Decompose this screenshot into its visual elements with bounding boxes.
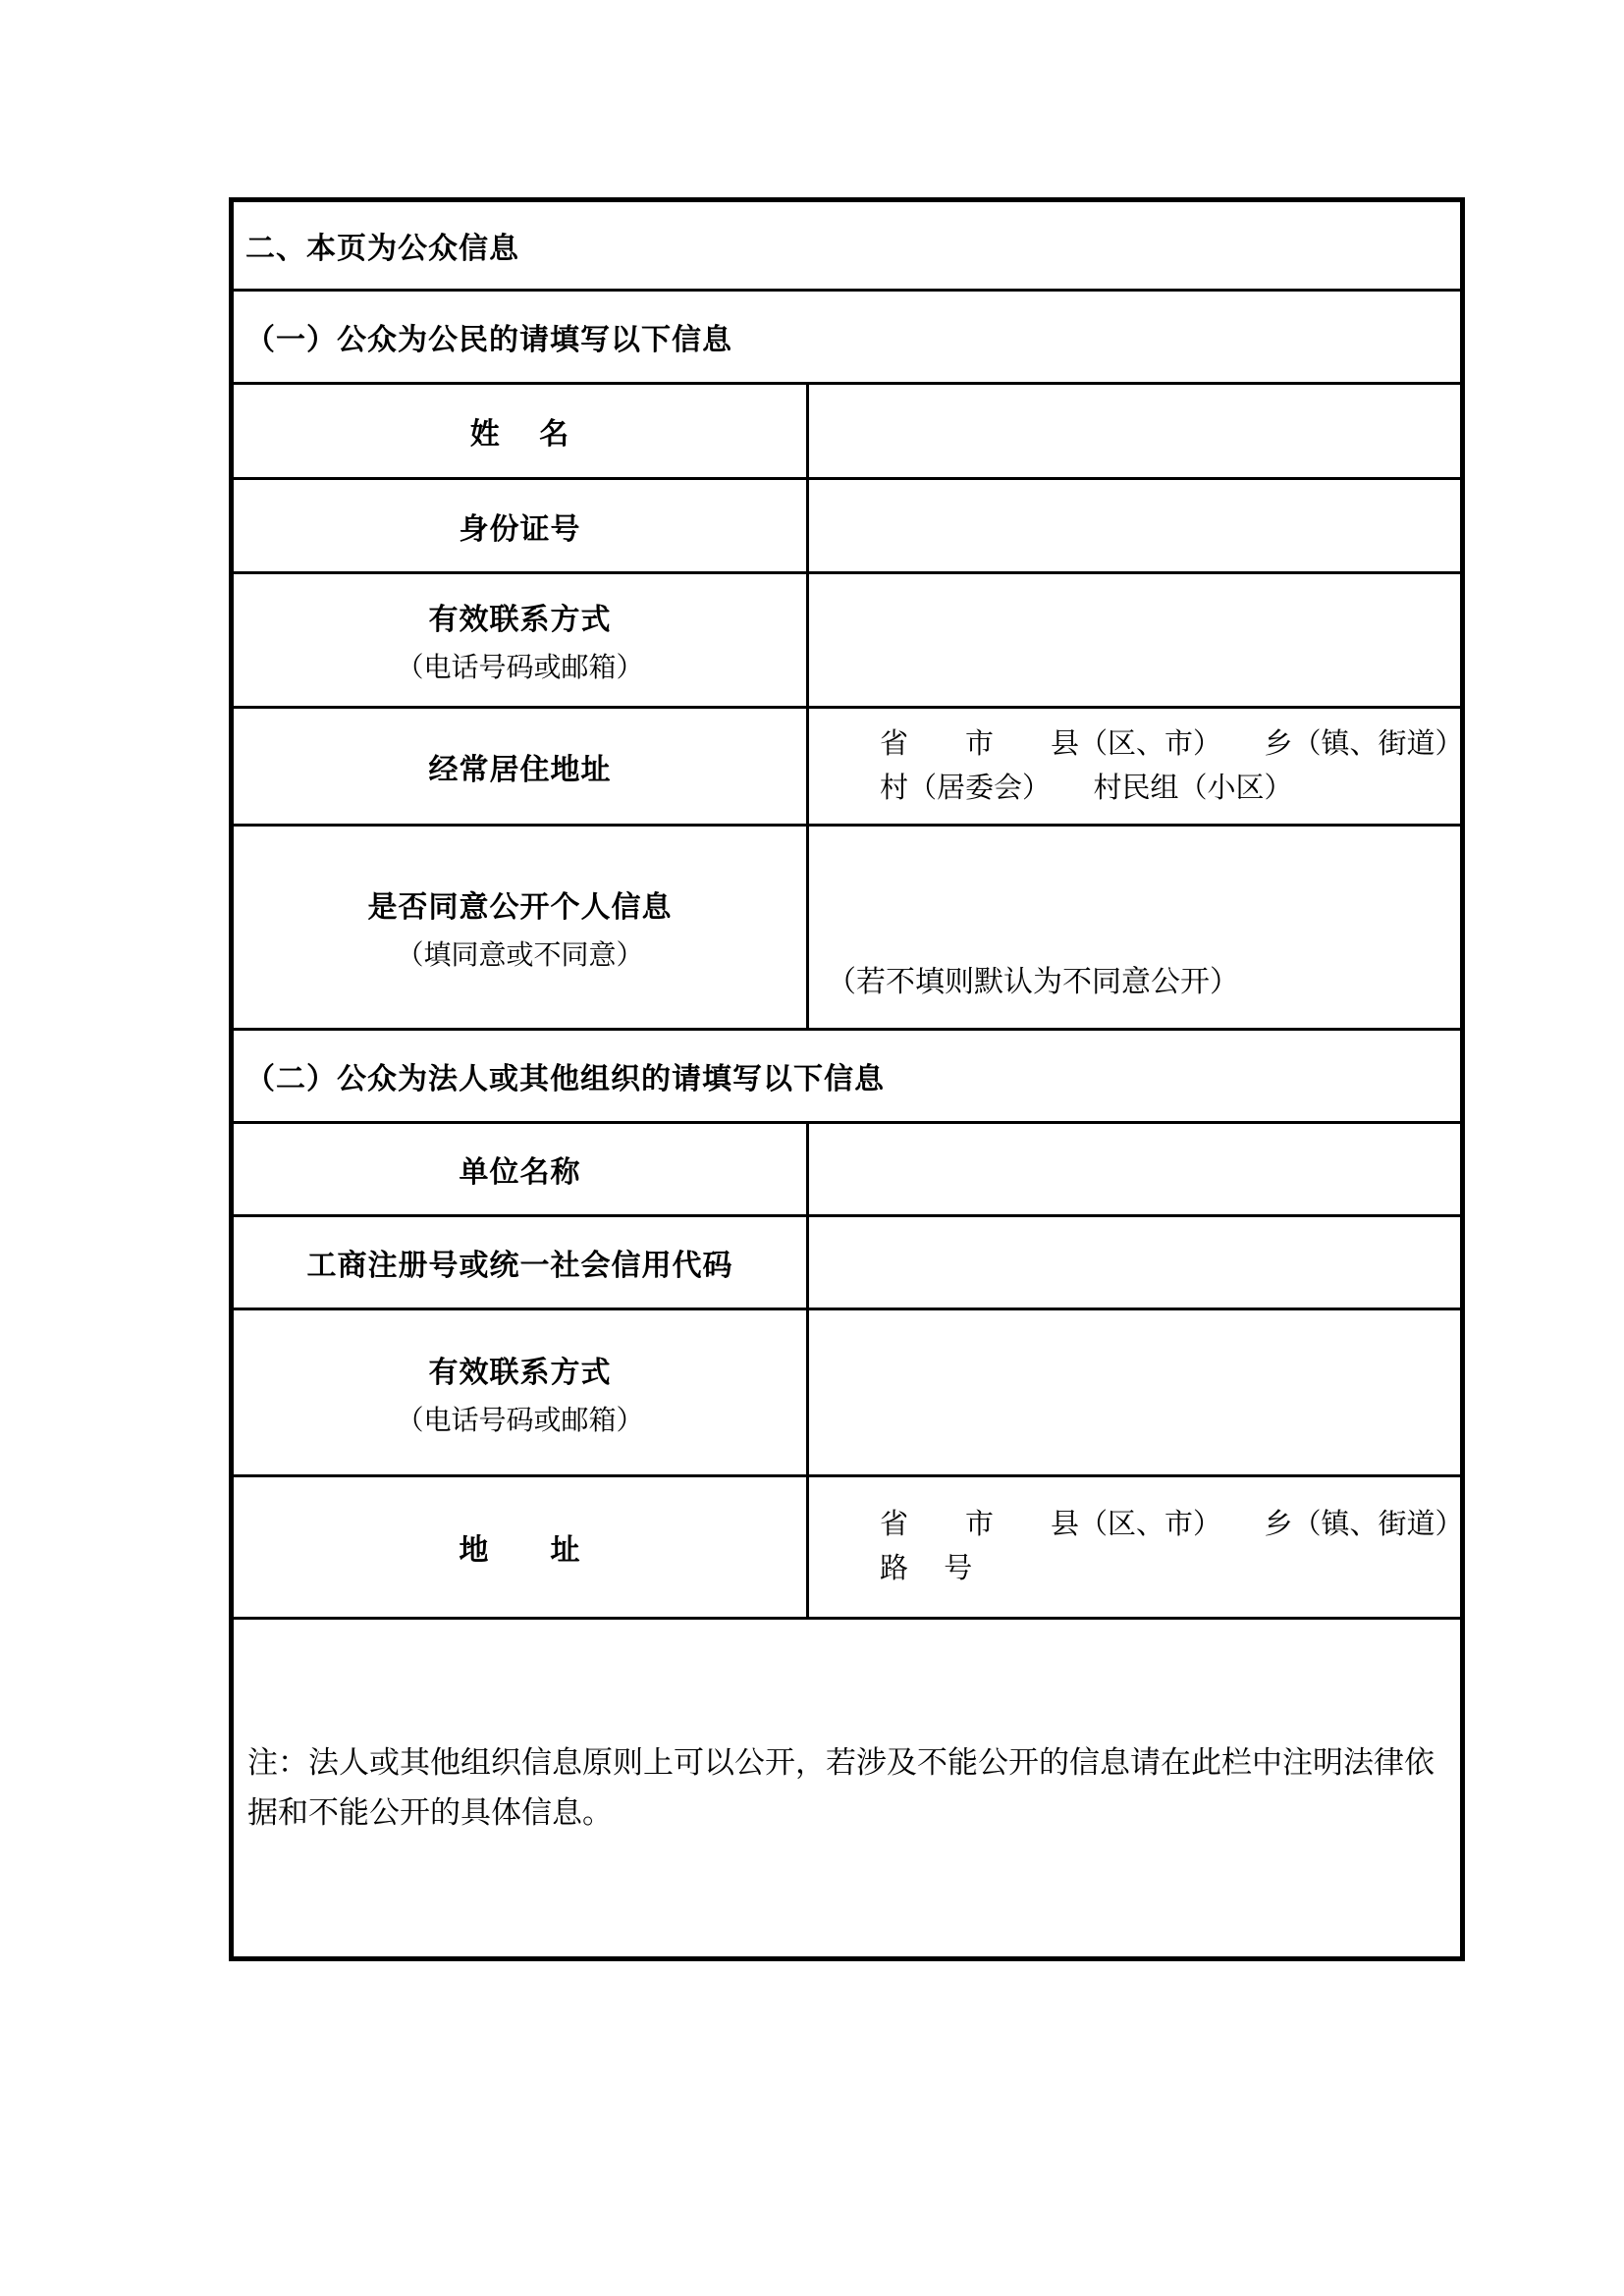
row-citizen-name [234, 385, 1460, 480]
org-contact-sublabel-text: （电话号码或邮箱） [396, 1405, 644, 1436]
org-contact-input-cell[interactable] [809, 1310, 1460, 1474]
org-name-label [234, 1124, 809, 1214]
citizen-contact-input-cell[interactable] [809, 574, 1460, 706]
citizen-consent-hint-text: （若不填则默认为不同意公开） [827, 966, 1239, 998]
section-header-org [234, 1031, 1460, 1124]
citizen-name-label-text: 姓 名 [469, 418, 570, 451]
citizen-contact-label-text: 有效联系方式 [428, 604, 612, 636]
org-name-input-cell[interactable] [809, 1124, 1460, 1214]
citizen-address-hint-line2: 村（居委会） 村民组（小区） [880, 772, 1293, 804]
org-code-label [234, 1217, 809, 1308]
org-address-label [234, 1477, 809, 1617]
org-address-hint-line2: 路 号 [880, 1553, 973, 1584]
citizen-consent-sublabel-text: （填同意或不同意） [396, 939, 644, 971]
section-header-page [234, 202, 1460, 292]
section-header-citizen [234, 292, 1460, 385]
citizen-consent-label-text: 是否同意公开个人信息 [367, 890, 673, 924]
section-header-page-text: 二、本页为公众信息 [245, 233, 519, 265]
citizen-name-label [234, 385, 809, 477]
org-address-input-cell[interactable] [809, 1477, 1464, 1617]
citizen-id-label [234, 480, 809, 571]
row-org-name [234, 1124, 1460, 1217]
citizen-id-input-cell[interactable] [809, 480, 1460, 571]
org-contact-label-text: 有效联系方式 [428, 1356, 612, 1389]
citizen-address-label-text: 经常居住地址 [428, 753, 612, 786]
org-code-input-cell[interactable] [809, 1217, 1460, 1308]
section-header-org-text: （二）公众为法人或其他组织的请填写以下信息 [245, 1063, 885, 1095]
row-citizen-consent [234, 827, 1460, 1031]
org-address-hint-line1: 省 市 县（区、市） 乡（镇、街道） [880, 1509, 1464, 1541]
row-citizen-contact [234, 574, 1460, 709]
citizen-address-label [234, 709, 809, 824]
org-code-label-text: 工商注册号或统一社会信用代码 [306, 1250, 733, 1282]
citizen-consent-input-cell[interactable] [809, 827, 1460, 1028]
citizen-consent-label [234, 827, 809, 1028]
row-citizen-address [234, 709, 1464, 827]
citizen-address-input-cell[interactable] [809, 709, 1464, 824]
citizen-contact-sublabel-text: （电话号码或邮箱） [396, 653, 644, 683]
section-header-citizen-text: （一）公众为公民的请填写以下信息 [245, 324, 732, 356]
row-citizen-id [234, 480, 1460, 574]
citizen-contact-label [234, 574, 809, 706]
org-name-label-text: 单位名称 [459, 1156, 581, 1189]
note-text: 注：法人或其他组织信息原则上可以公开，若涉及不能公开的信息请在此栏中注明法律依据和不能公开的具体信息。 [247, 1745, 1435, 1830]
org-contact-label [234, 1310, 809, 1474]
public-info-form-table [229, 197, 1465, 1961]
citizen-name-input-cell[interactable] [809, 385, 1460, 477]
row-org-address [234, 1477, 1464, 1620]
row-org-code [234, 1217, 1460, 1310]
citizen-address-hint-line1: 省 市 县（区、市） 乡（镇、街道） [880, 727, 1464, 760]
row-note [234, 1620, 1460, 1956]
citizen-id-label-text: 身份证号 [459, 512, 581, 546]
org-address-label-text: 地 址 [459, 1534, 581, 1567]
row-org-contact [234, 1310, 1460, 1477]
